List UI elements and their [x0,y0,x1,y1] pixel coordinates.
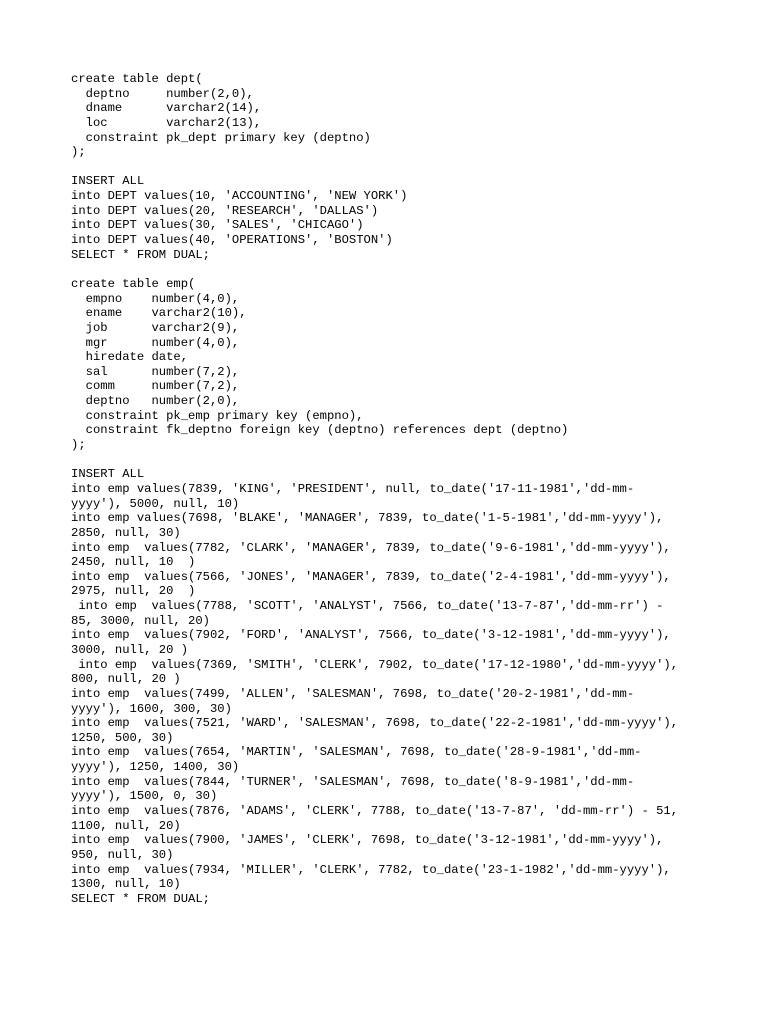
code-line: 2975, null, 20 ) [71,584,196,599]
code-line: 2850, null, 30) [71,525,181,540]
code-line: into emp values(7839, 'KING', 'PRESIDENT', null, to_date('17-11-1981','dd-mm- [71,481,635,496]
code-line: 1100, null, 20) [71,818,181,833]
code-line: yyyy'), 1600, 300, 30) [71,701,232,716]
code-line: into emp values(7844, 'TURNER', 'SALESMAN', 7698, to_date('8-9-1981','dd-mm- [71,774,635,789]
code-line: dname varchar2(14), [71,101,262,116]
code-line: 1300, null, 10) [71,877,181,892]
code-line: 950, null, 30) [71,847,174,862]
code-line: yyyy'), 1250, 1400, 30) [71,760,240,775]
blank-line [71,453,748,468]
code-line: comm number(7,2), [71,379,240,394]
code-line: into emp values(7369, 'SMITH', 'CLERK', 7902, to_date('17-12-1980','dd-mm-yyyy'), [71,657,679,672]
code-line: mgr number(4,0), [71,335,240,350]
code-line: loc varchar2(13), [71,115,262,130]
code-line: constraint pk_emp primary key (empno), [71,408,364,423]
code-line: ); [71,145,86,160]
code-line: into emp values(7566, 'JONES', 'MANAGER', 7839, to_date('2-4-1981','dd-mm-yyyy'), [71,569,671,584]
code-line: into emp values(7934, 'MILLER', 'CLERK', 7782, to_date('23-1-1982','dd-mm-yyyy'), [71,862,671,877]
code-line: job varchar2(9), [71,320,240,335]
code-line: hiredate date, [71,350,189,365]
code-line: deptno number(2,0), [71,394,240,409]
code-line: constraint pk_dept primary key (deptno) [71,130,371,145]
code-line: into DEPT values(20, 'RESEARCH', 'DALLAS') [71,203,379,218]
code-line: into emp values(7782, 'CLARK', 'MANAGER', 7839, to_date('9-6-1981','dd-mm-yyyy'), [71,540,671,555]
code-line: 3000, null, 20 ) [71,642,189,657]
code-line: into emp values(7788, 'SCOTT', 'ANALYST', 7566, to_date('13-7-87','dd-mm-rr') - [71,599,664,614]
code-line: 800, null, 20 ) [71,672,181,687]
code-line: into DEPT values(10, 'ACCOUNTING', 'NEW YORK') [71,189,408,204]
code-line: yyyy'), 5000, null, 10) [71,496,240,511]
code-line: ename varchar2(10), [71,306,247,321]
code-line: into emp values(7499, 'ALLEN', 'SALESMAN', 7698, to_date('20-2-1981','dd-mm- [71,686,635,701]
code-line: INSERT ALL [71,174,145,189]
code-line: 2450, null, 10 ) [71,555,196,570]
code-line: yyyy'), 1500, 0, 30) [71,789,218,804]
blank-line [71,262,748,277]
code-line: into emp values(7876, 'ADAMS', 'CLERK', 7788, to_date('13-7-87', 'dd-mm-rr') - 51, [71,804,679,819]
code-line: 1250, 500, 30) [71,730,174,745]
code-line: sal number(7,2), [71,364,240,379]
code-line: into DEPT values(30, 'SALES', 'CHICAGO') [71,218,364,233]
code-line: into emp values(7698, 'BLAKE', 'MANAGER', 7839, to_date('1-5-1981','dd-mm-yyyy'), [71,511,664,526]
code-line: 85, 3000, null, 20) [71,613,210,628]
sql-document [71,72,748,907]
blank-line [71,160,748,175]
code-line: into DEPT values(40, 'OPERATIONS', 'BOSTON') [71,233,393,248]
code-line: SELECT * FROM DUAL; [71,891,210,906]
code-line: INSERT ALL [71,467,145,482]
code-line: create table dept( [71,72,203,86]
code-line: into emp values(7902, 'FORD', 'ANALYST', 7566, to_date('3-12-1981','dd-mm-yyyy'), [71,628,671,643]
code-line: ); [71,438,86,453]
code-line: into emp values(7900, 'JAMES', 'CLERK', 7698, to_date('3-12-1981','dd-mm-yyyy'), [71,833,664,848]
code-line: empno number(4,0), [71,291,240,306]
code-line: create table emp( [71,276,196,291]
code-line: SELECT * FROM DUAL; [71,247,210,262]
code-line: constraint fk_deptno foreign key (deptno) references dept (deptno) [71,423,569,438]
code-line: deptno number(2,0), [71,86,254,101]
code-line: into emp values(7654, 'MARTIN', 'SALESMAN', 7698, to_date('28-9-1981','dd-mm- [71,745,642,760]
code-line: into emp values(7521, 'WARD', 'SALESMAN', 7698, to_date('22-2-1981','dd-mm-yyyy'), [71,716,679,731]
